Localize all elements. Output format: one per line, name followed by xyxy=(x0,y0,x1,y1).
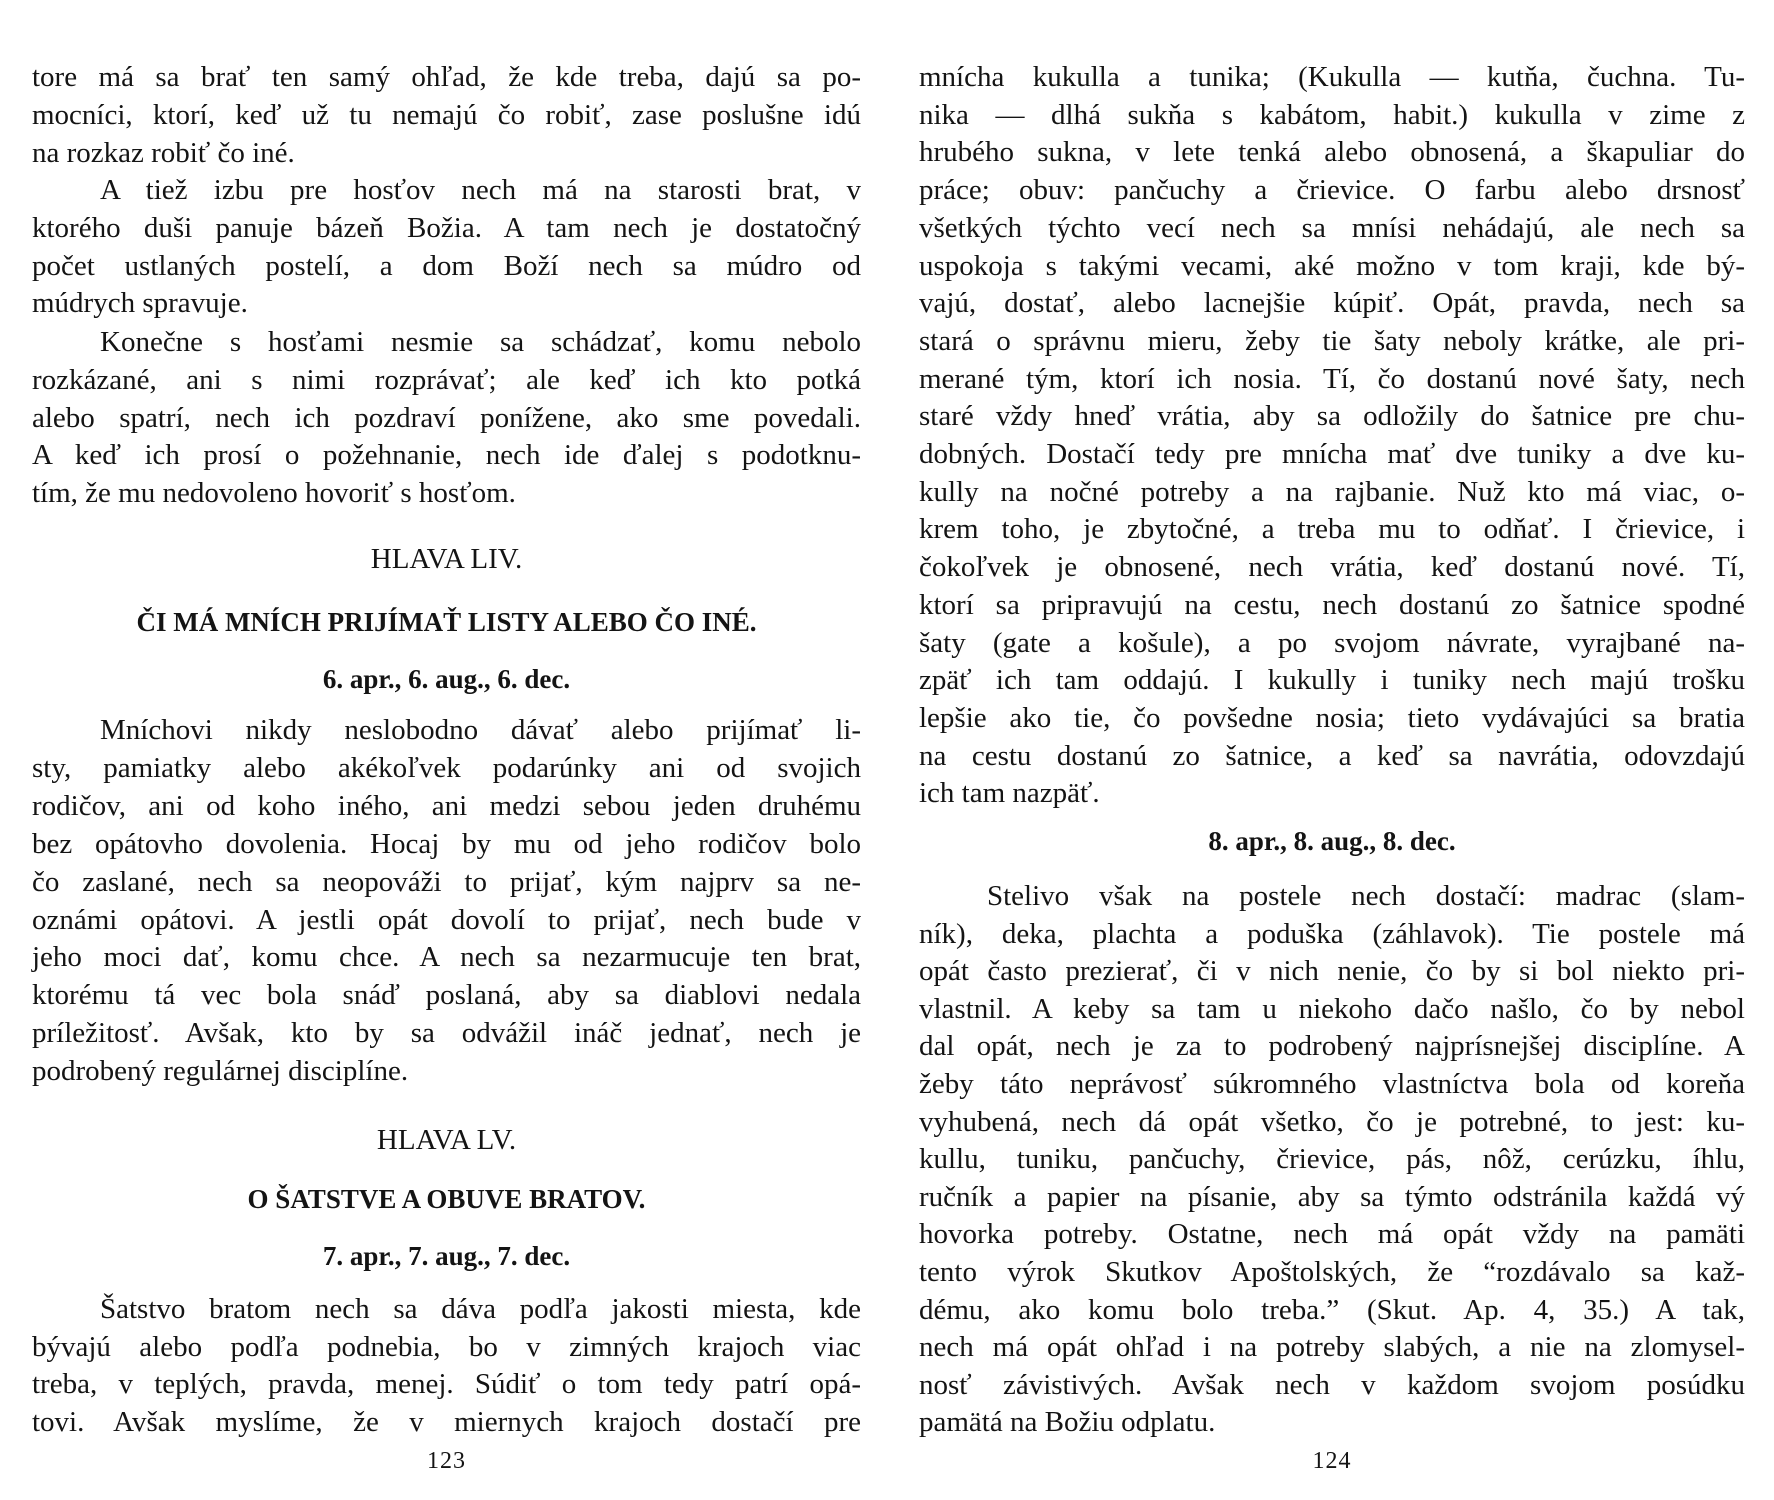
text-line: vlastnil. A keby sa tam u niekoho dačo našlo, čo by nebol xyxy=(919,992,1745,1025)
text-line: na cestu dostanú zo šatnice, a keď sa navrátia, odovzdajú xyxy=(919,739,1745,772)
text-line: Konečne s hosťami nesmie sa schádzať, komu nebolo xyxy=(100,326,861,358)
page-number: 124 xyxy=(1312,1448,1352,1474)
text-line: uspokoja s takými vecami, aké možno v tom kraji, kde bý- xyxy=(919,249,1745,282)
text-line: mocníci, ktorí, keď už tu nemajú čo robiť, zase poslušne idú xyxy=(32,98,861,131)
chapter-number: HLAVA LIV. xyxy=(370,543,523,575)
text-line: mnícha kukulla a tunika; (Kukulla — kutňa, čuchna. Tu- xyxy=(919,61,1745,93)
text-line: pamätá na Božiu odplatu. xyxy=(919,1406,1216,1439)
reading-dates: 6. apr., 6. aug., 6. dec. xyxy=(322,664,571,694)
text-line: Mníchovi nikdy neslobodno dávať alebo prijímať li- xyxy=(100,714,861,746)
text-line: lepšie ako tie, čo povšedne nosia; tieto vydávajúci sa bratia xyxy=(919,701,1745,734)
text-line: žeby táto neprávosť súkromného vlastníctva bola od koreňa xyxy=(919,1068,1745,1100)
text-line: tore má sa brať ten samý ohľad, že kde treba, dajú sa po- xyxy=(32,61,861,93)
text-line: počet ustlaných postelí, a dom Boží nech sa múdro od xyxy=(32,249,861,282)
text-line: merané tým, ktorí ich nosia. Tí, čo dostanú nové šaty, nech xyxy=(919,362,1745,395)
text-line: ník), deka, plachta a poduška (záhlavok). Tie postele má xyxy=(919,917,1745,950)
text-line: vyhubená, nech dá opát všetko, čo je potrebné, to jest: ku- xyxy=(919,1105,1745,1138)
text-line: alebo spatrí, nech ich pozdraví ponížene, ako sme povedali. xyxy=(32,401,861,434)
chapter-title: ČI MÁ MNÍCH PRIJÍMAŤ LISTY ALEBO ČO INÉ. xyxy=(136,607,757,637)
text-line: bez opátovho dovolenia. Hocaj by mu od jeho rodičov bolo xyxy=(32,827,861,860)
text-line: staré vždy hneď vrátia, aby sa odložily do šatnice pre chu- xyxy=(919,400,1745,433)
text-line: nech má opát ohľad i na potreby slabých, a nie na zlomysel- xyxy=(919,1331,1745,1364)
text-line: dobných. Dostačí tedy pre mnícha mať dve tuniky a dve ku- xyxy=(919,438,1745,470)
text-line: šaty (gate a košule), a po svojom návrate, vyrajbané na- xyxy=(919,626,1745,659)
text-line: vajú, dostať, alebo lacnejšie kúpiť. Opát, pravda, nech sa xyxy=(919,287,1745,320)
text-line: dému, ako komu bolo treba.” (Skut. Ap. 4, 35.) A tak, xyxy=(919,1293,1745,1326)
text-line: krem toho, je zbytočné, a treba mu to odňať. I črievice, i xyxy=(919,513,1745,546)
text-line: ich tam nazpäť. xyxy=(919,777,1100,810)
right-page xyxy=(887,0,1774,1500)
text-line: sty, pamiatky alebo akékoľvek podarúnky ani od svojich xyxy=(32,751,861,784)
text-line: Šatstvo bratom nech sa dáva podľa jakosti miesta, kde xyxy=(100,1293,861,1325)
text-line: ktorého duši panuje bázeň Božia. A tam nech je dostatočný xyxy=(32,211,861,244)
text-line: práce; obuv: pančuchy a črievice. O farbu alebo drsnosť xyxy=(919,174,1745,207)
text-line: rodičov, ani od koho iného, ani medzi sebou jeden druhému xyxy=(32,789,861,822)
text-line: tovi. Avšak myslíme, že v miernych krajoch dostačí pre xyxy=(32,1406,861,1439)
text-line: A tiež izbu pre hosťov nech má na starosti brat, v xyxy=(100,174,861,206)
text-line: ktorí sa pripravujú na cestu, nech dostanú zo šatnice spodné xyxy=(919,588,1745,621)
text-line: Stelivo však na postele nech dostačí: madrac (slam- xyxy=(987,880,1745,912)
text-line: tím, že mu nedovoleno hovoriť s hosťom. xyxy=(32,477,516,510)
chapter-number: HLAVA LV. xyxy=(376,1124,517,1156)
text-line: stará o správnu mieru, žeby tie šaty neboly krátke, ale pri- xyxy=(919,324,1745,357)
chapter-title: O ŠATSTVE A OBUVE BRATOV. xyxy=(247,1184,646,1214)
text-line: kullu, tuniku, pančuchy, črievice, pás, nôž, cerúzku, íhlu, xyxy=(919,1143,1745,1176)
text-line: ručník a papier na písanie, aby sa týmto odstránila každá vý xyxy=(919,1180,1745,1213)
text-line: zpäť ich tam oddajú. I kukully i tuniky nech majú trošku xyxy=(919,664,1745,697)
text-line: na rozkaz robiť čo iné. xyxy=(32,136,295,169)
text-line: treba, v teplých, pravda, menej. Súdiť o tom tedy patrí opá- xyxy=(32,1368,861,1401)
text-line: nosť závistivých. Avšak nech v každom svojom posúdku xyxy=(919,1368,1745,1401)
page-number: 123 xyxy=(427,1448,466,1474)
text-line: A keď ich prosí o požehnanie, nech ide ďalej s podotknu- xyxy=(32,439,861,472)
text-line: čo zaslané, nech sa neopováži to prijať, kým najprv sa ne- xyxy=(32,865,861,898)
text-line: čokoľvek je obnosené, nech vrátia, keď dostanú nové. Tí, xyxy=(919,551,1745,584)
text-line: dal opát, nech je za to podrobený najprísnejšej disciplíne. A xyxy=(919,1030,1745,1063)
text-line: všetkých týchto vecí nech sa mnísi nehádajú, ale nech sa xyxy=(919,211,1745,244)
text-line: bývajú alebo podľa podnebia, bo v zimných krajoch viac xyxy=(32,1330,861,1363)
text-line: hrubého sukna, v lete tenká alebo obnosená, a škapuliar do xyxy=(919,136,1745,169)
text-line: nika — dlhá sukňa s kabátom, habit.) kukulla v zime z xyxy=(919,98,1745,131)
text-line: rozkázané, ani s nimi rozprávať; ale keď ich kto potká xyxy=(32,363,861,396)
text-line: ktorému tá vec bola snáď poslaná, aby sa diablovi nedala xyxy=(32,979,861,1012)
text-line: tento výrok Skutkov Apoštolských, že “rozdávalo sa kaž- xyxy=(919,1256,1745,1288)
text-line: múdrych spravuje. xyxy=(32,287,248,320)
reading-dates: 8. apr., 8. aug., 8. dec. xyxy=(1208,826,1456,856)
text-line: kully na nočné potreby a na rajbanie. Nuž kto má viac, o- xyxy=(919,475,1745,508)
text-line: jeho moci dať, komu chce. A nech sa nezarmucuje ten brat, xyxy=(32,941,861,974)
text-line: oznámi opátovi. A jestli opát dovolí to prijať, nech bude v xyxy=(32,903,861,936)
text-line: hovorka potreby. Ostatne, nech má opát vždy na pamäti xyxy=(919,1218,1745,1251)
text-line: príležitosť. Avšak, kto by sa odvážil ináč jednať, nech je xyxy=(32,1017,861,1050)
text-line: podrobený regulárnej disciplíne. xyxy=(32,1055,409,1088)
reading-dates: 7. apr., 7. aug., 7. dec. xyxy=(322,1241,571,1271)
text-line: opát často prezierať, či v nich nenie, čo by si bol niekto pri- xyxy=(919,955,1745,988)
